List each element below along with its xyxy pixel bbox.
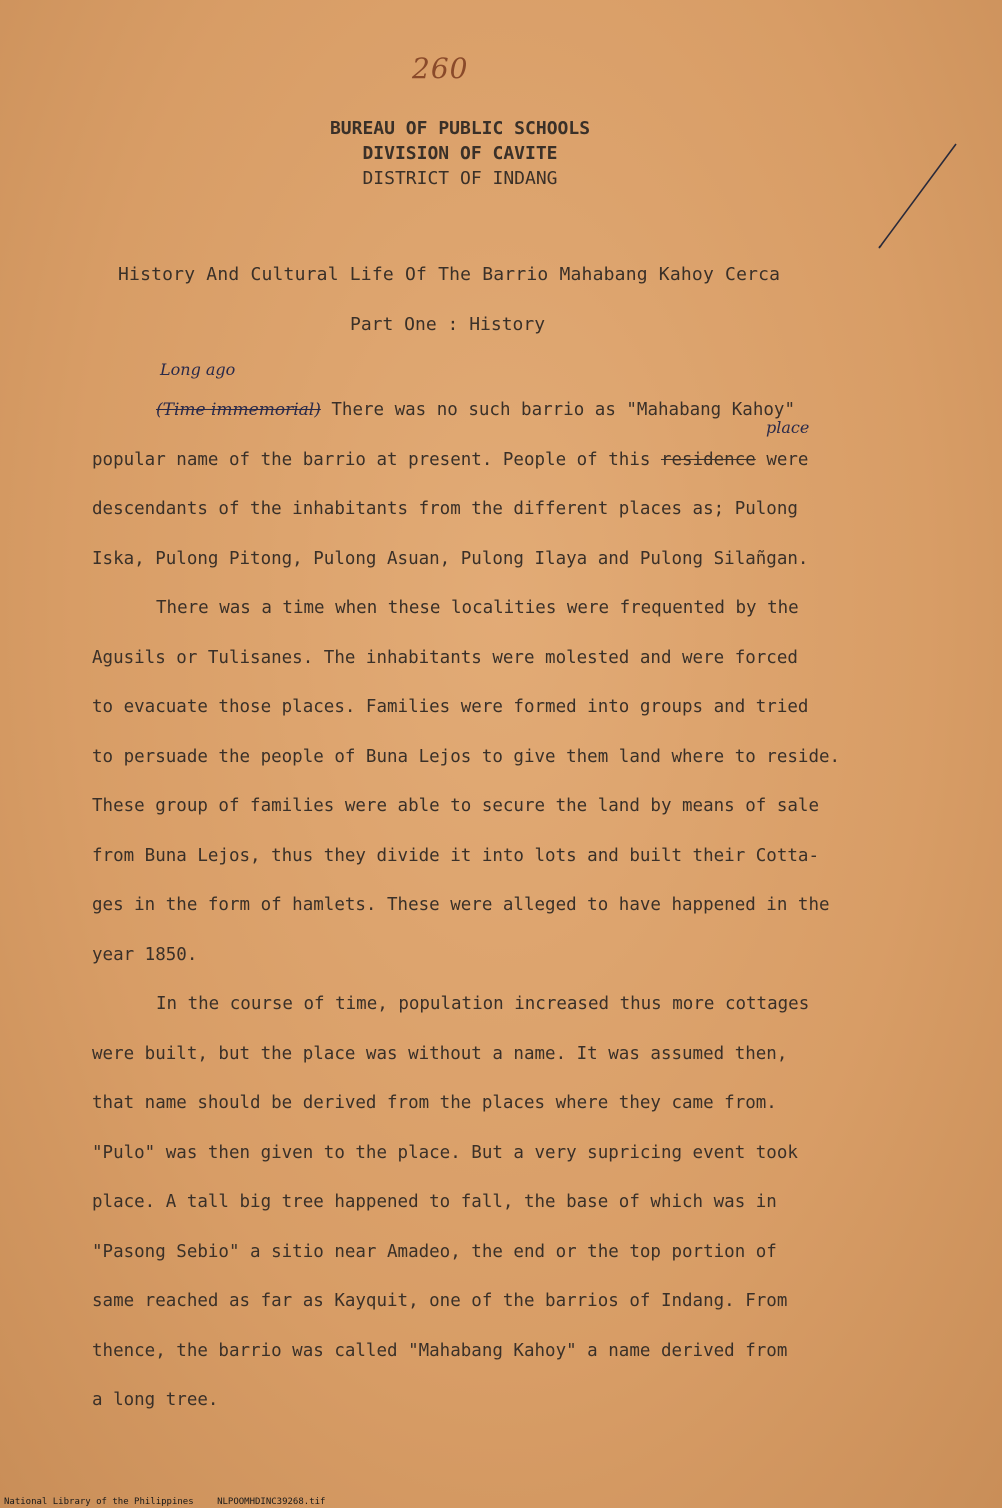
paragraph-3-line-2: were built, but the place was without a name. It was assumed then, bbox=[92, 1043, 788, 1064]
footer-filename: NLPOOMHDINC39268.tif bbox=[217, 1497, 326, 1507]
footer-library: National Library of the Philippines bbox=[4, 1497, 194, 1507]
paragraph-2-line-7: ges in the form of hamlets. These were alleged to have happened in the bbox=[92, 895, 830, 915]
paragraph-3-line-4: "Pulo" was then given to the place. But a very supricing event took bbox=[92, 1142, 798, 1163]
paragraph-3-line-7: same reached as far as Kayquit, one of the barrios of Indang. From bbox=[92, 1291, 788, 1311]
paragraph-1-line-1 bbox=[92, 386, 972, 436]
paragraph-3-line-1: In the course of time, population increased thus more cottages bbox=[156, 994, 810, 1014]
part-heading: Part One : History bbox=[350, 314, 546, 335]
scan-footer bbox=[4, 1497, 343, 1507]
header-district: DISTRICT OF INDANG bbox=[362, 168, 558, 189]
pen-stroke-mark bbox=[870, 140, 960, 260]
header-bureau: BUREAU OF PUBLIC SCHOOLS bbox=[329, 118, 591, 139]
handwritten-place: place bbox=[766, 418, 810, 437]
paragraph-2-line-6: from Buna Lejos, thus they divide it into lots and built their Cotta- bbox=[92, 845, 819, 866]
paragraph-2-line-1: There was a time when these localities were frequented by the bbox=[156, 598, 799, 618]
text-span: There was no such barrio as "Mahabang Kahoy" bbox=[320, 400, 795, 420]
paragraph-2-line-3: to evacuate those places. Families were formed into groups and tried bbox=[92, 697, 809, 717]
paragraph-1-line-4: Iska, Pulong Pitong, Pulong Asuan, Pulong Ilaya and Pulong Silañgan. bbox=[92, 548, 809, 569]
paragraph-3-line-6: "Pasong Sebio" a sitio near Amadeo, the end or the top portion of bbox=[92, 1241, 777, 1262]
paragraph-3-line-8: thence, the barrio was called "Mahabang Kahoy" a name derived from bbox=[92, 1340, 788, 1361]
page-number: 260 bbox=[412, 52, 469, 85]
paragraph-2-line-5: These group of families were able to secure the land by means of sale bbox=[92, 796, 819, 816]
paragraph-2-line-8: year 1850. bbox=[92, 944, 198, 965]
struck-word: residence bbox=[660, 449, 756, 470]
text-span: popular name of the barrio at present. People of this bbox=[92, 449, 661, 470]
handwritten-long-ago: Long ago bbox=[160, 360, 236, 379]
paragraph-3-line-5: place. A tall big tree happened to fall, the base of which was in bbox=[92, 1192, 777, 1212]
text-span: were bbox=[755, 449, 809, 470]
paragraph-1-line-2 bbox=[92, 436, 972, 486]
struck-phrase: (Time immemorial) bbox=[156, 400, 321, 420]
paragraph-3-line-3: that name should be derived from the places where they came from. bbox=[92, 1093, 777, 1113]
paragraph-2-line-4: to persuade the people of Buna Lejos to give them land where to reside. bbox=[92, 746, 841, 767]
paragraph-1-line-3: descendants of the inhabitants from the different places as; Pulong bbox=[92, 499, 798, 519]
paragraph-2-line-2: Agusils or Tulisanes. The inhabitants were molested and were forced bbox=[92, 647, 798, 668]
body-text bbox=[92, 386, 972, 1426]
document-title: History And Cultural Life Of The Barrio Mahabang Kahoy Cerca bbox=[118, 264, 781, 285]
header-division: DIVISION OF CAVITE bbox=[362, 143, 558, 164]
document-header bbox=[250, 116, 670, 191]
paragraph-3-line-9: a long tree. bbox=[92, 1390, 219, 1410]
